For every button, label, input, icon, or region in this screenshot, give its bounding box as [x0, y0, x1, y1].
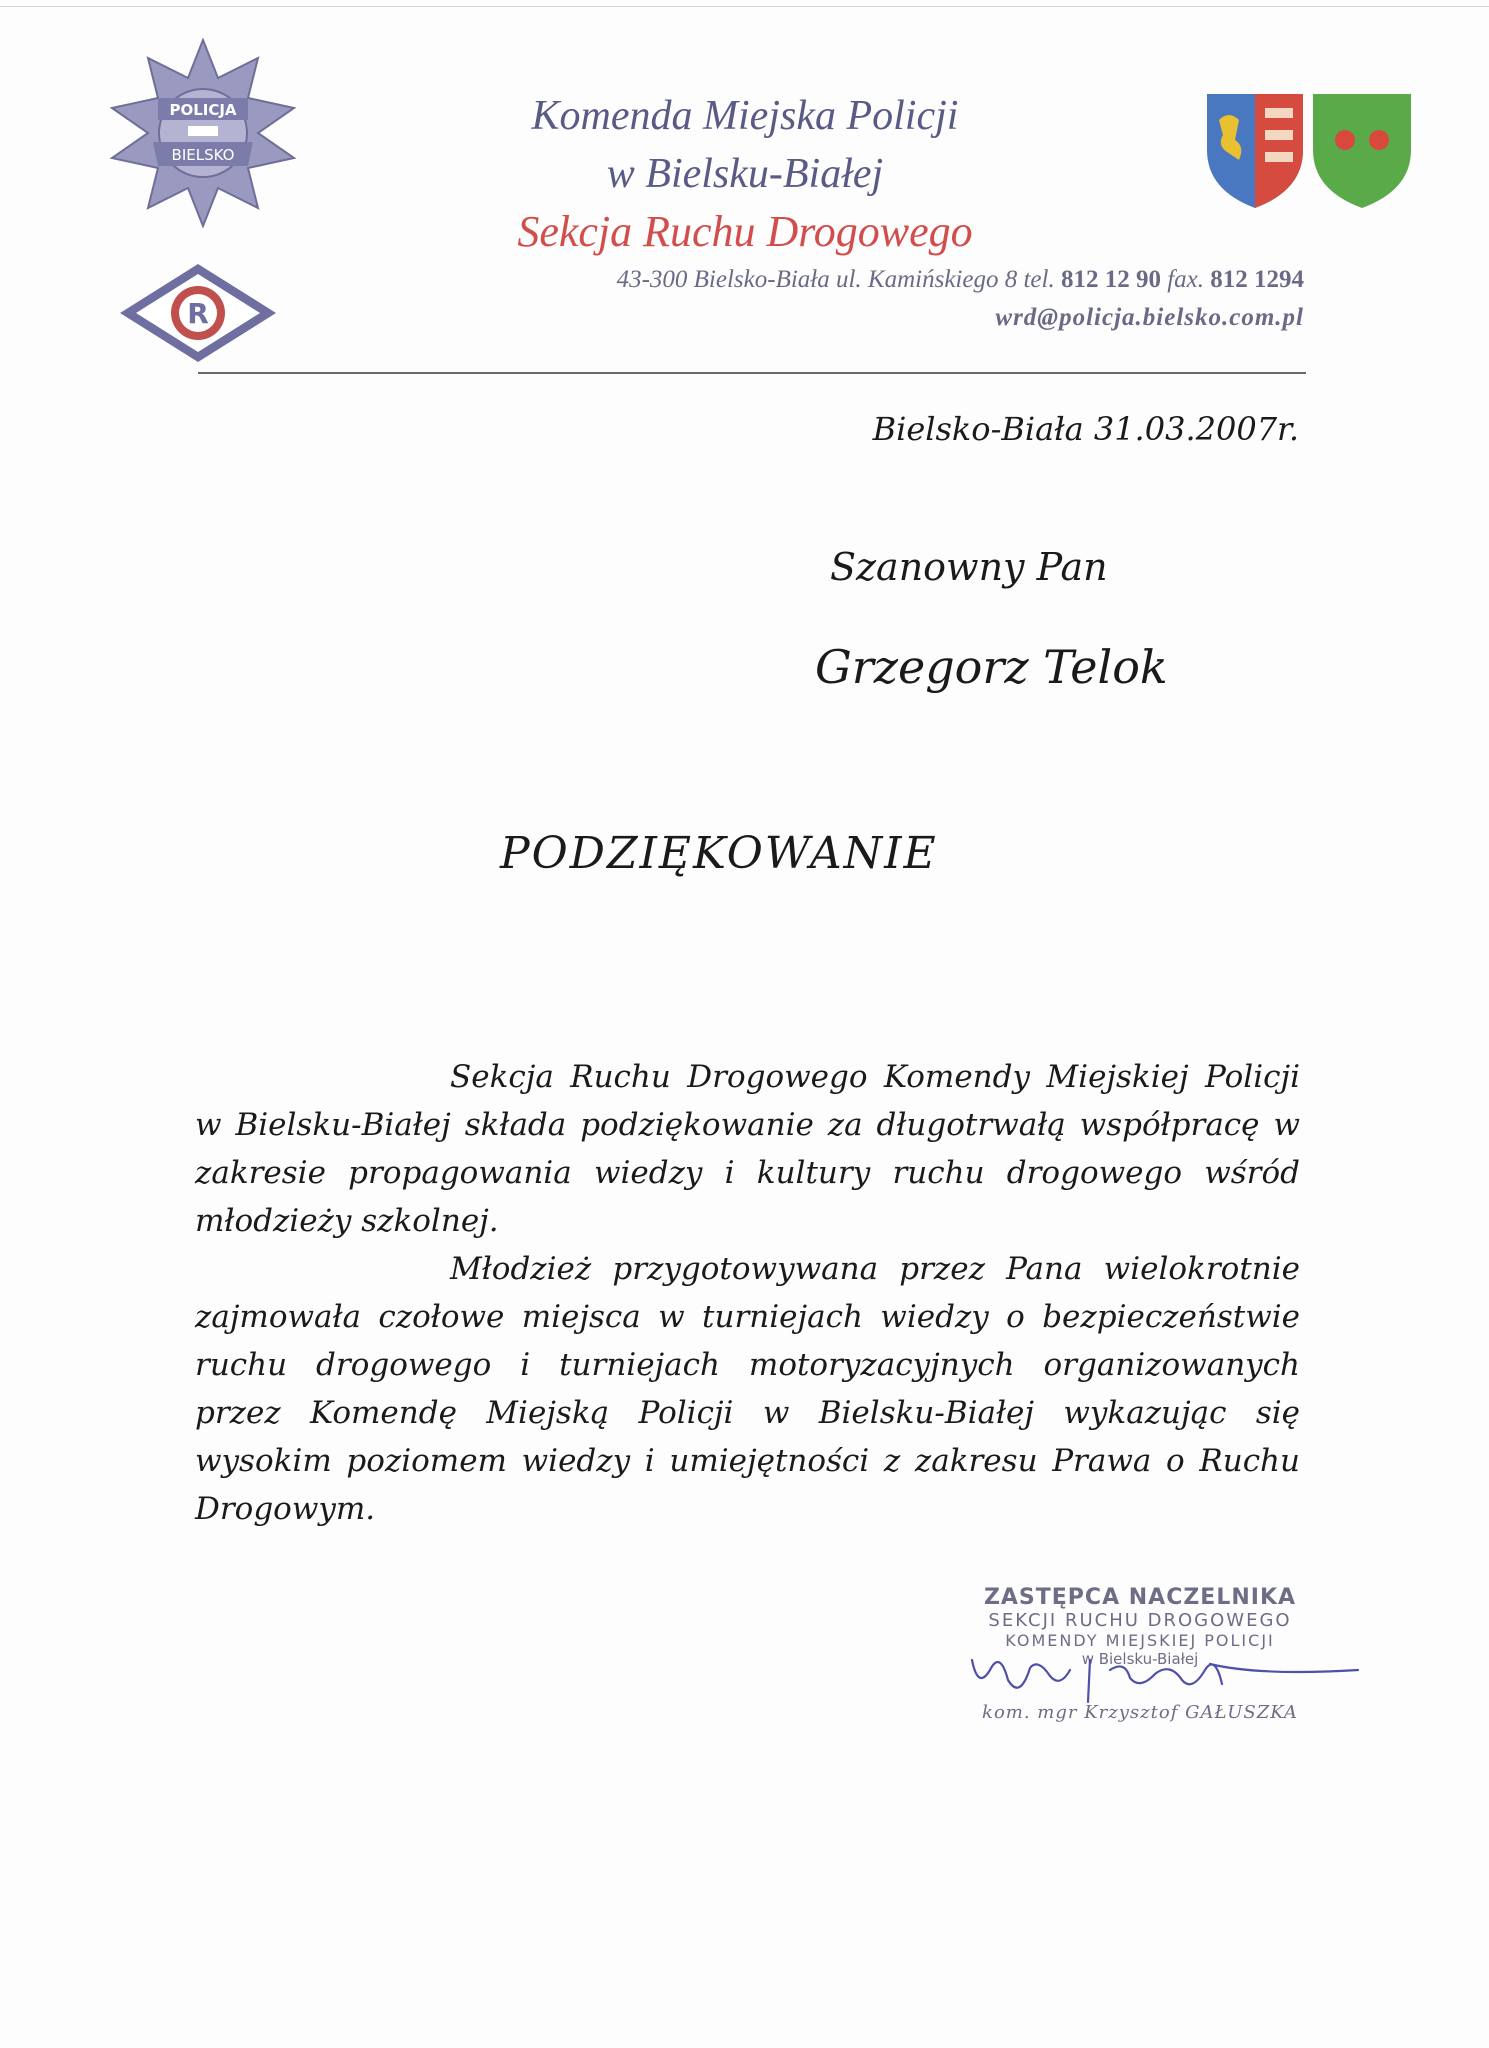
header-divider [198, 372, 1306, 374]
phone-number: 812 12 90 [1060, 266, 1161, 293]
email-address: wrd@policja.bielsko.com.pl [995, 304, 1304, 331]
org-city: w Bielsku-Białej [606, 151, 884, 197]
stamp-section: SEKCJI RUCHU DROGOWEGO [988, 1610, 1292, 1631]
svg-text:BIELSKO: BIELSKO [171, 146, 235, 164]
svg-text:R: R [187, 297, 209, 330]
address-line [617, 266, 1304, 294]
recipient-name: Grzegorz Telok [815, 640, 1168, 694]
letter-date: Bielsko-Biała 31.03.2007r. [872, 410, 1299, 448]
address-text: 43-300 Bielsko-Biała ul. Kamińskiego 8 tel. [616, 266, 1055, 293]
stamp-title: ZASTĘPCA NACZELNIKA [983, 1585, 1297, 1610]
police-star-logo-icon [108, 38, 298, 228]
city-coats-of-arms-icon [1205, 90, 1413, 210]
fax-number: 812 1294 [1210, 266, 1304, 293]
salutation: Szanowny Pan [830, 545, 1108, 589]
body-paragraph-1: Sekcja Ruchu Drogowego Komendy Miejskiej Policji w Bielsku-Białej składa podziękowanie za długotrwałą współpracę w zakresie propagowania wiedzy i kultury ruchu drogowego wśród młodzieży szkolnej. [195, 1059, 1300, 1239]
body-paragraph-2: Młodzież przygotowywana przez Pana wielokrotnie zajmowała czołowe miejsca w turniejach wiedzy o bezpieczeństwie ruchu drogowego i turniejach motoryzacyjnych organizowanych przez Komendę Miejską Policji w Bielsku-Białej wykazując się wysokim poziomem wiedzy i umiejętności z zakresu Prawa o Ruchu Drogowym. [195, 1251, 1300, 1527]
fax-label: fax. [1167, 266, 1204, 293]
svg-text:POLICJA: POLICJA [169, 101, 237, 119]
scan-edge [0, 6, 1489, 7]
org-name: Komenda Miejska Policji [531, 93, 959, 139]
letter-body [195, 1053, 1300, 1533]
section-name: Sekcja Ruchu Drogowego [517, 207, 973, 256]
handwritten-signature [960, 1640, 1360, 1710]
letter-title: PODZIĘKOWANIE [500, 828, 938, 879]
stamp-city: w Bielsku-Białej [1081, 1650, 1199, 1668]
stamp-command: KOMENDY MIEJSKIEJ POLICJI [1005, 1631, 1275, 1650]
stamp-signer: kom. mgr Krzysztof GAŁUSZKA [982, 1702, 1298, 1723]
traffic-police-logo-icon [118, 262, 278, 364]
